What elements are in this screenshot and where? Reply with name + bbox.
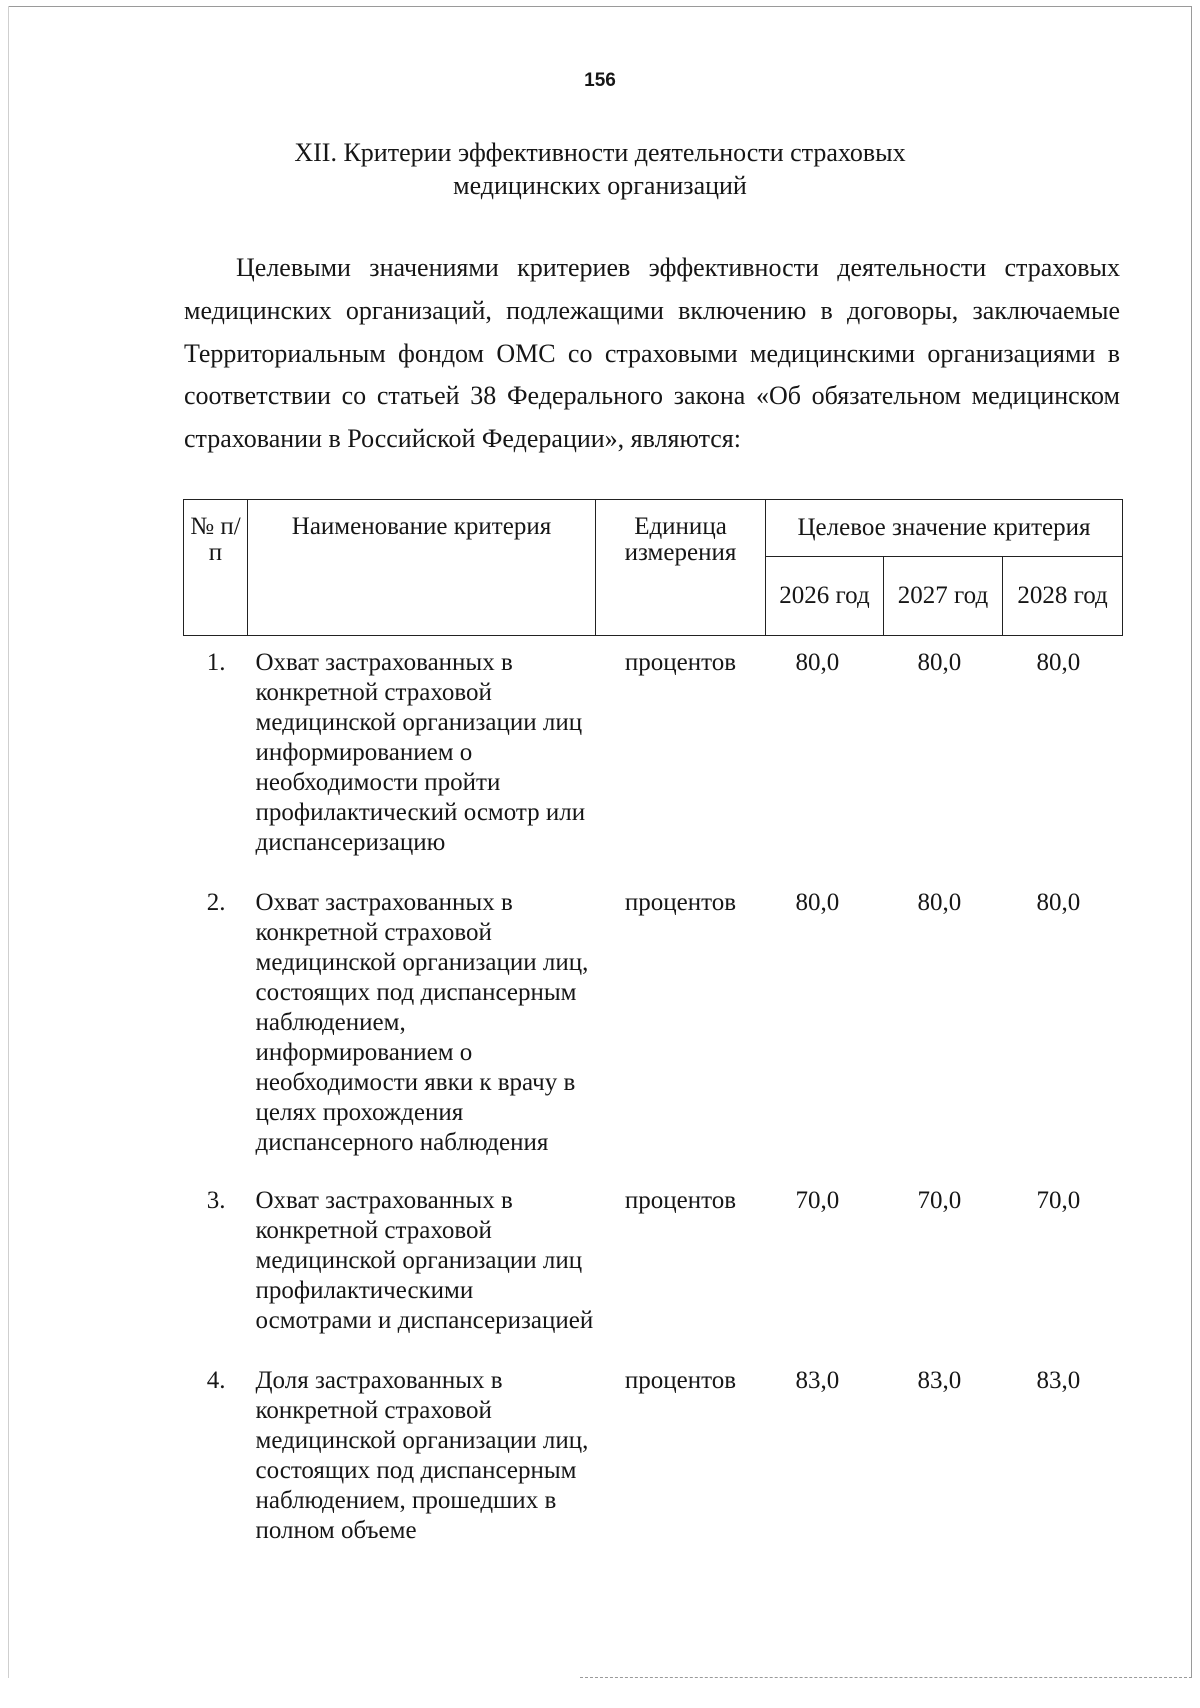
page-edge-top bbox=[8, 6, 1192, 7]
value-2027: 70,0 bbox=[917, 1187, 962, 1214]
value-2028: 83,0 bbox=[1036, 1367, 1081, 1394]
page-edge-bottom bbox=[580, 1677, 1192, 1678]
page-edge-left bbox=[8, 6, 9, 1678]
table-row bbox=[184, 648, 1123, 888]
header-target-value: Целевое значение критерия bbox=[766, 500, 1123, 557]
value-2028: 80,0 bbox=[1036, 649, 1081, 676]
value-2027: 80,0 bbox=[917, 889, 962, 916]
table-row bbox=[184, 1186, 1123, 1366]
intro-paragraph: Целевыми значениями критериев эффективности деятельности страховых медицинских организаций, подлежащими включению в договоры, заключаемые Территориальным фондом ОМС со страховыми медицинскими организациями в соответствии со статьей 38 Федерального закона «Об обязательном медицинском страховании в Российской Федерации», являются: bbox=[184, 253, 1120, 454]
value-2028: 70,0 bbox=[1036, 1187, 1081, 1214]
section-title bbox=[250, 136, 950, 202]
row-number: 4. bbox=[206, 1367, 226, 1394]
unit: процентов bbox=[624, 889, 737, 916]
page-number: 156 bbox=[584, 70, 616, 91]
value-2026: 70,0 bbox=[795, 1187, 840, 1214]
row-number: 2. bbox=[206, 889, 226, 916]
unit: процентов bbox=[624, 649, 737, 676]
header-year-2026: 2026 год bbox=[766, 557, 884, 636]
header-year-2028: 2028 год bbox=[1003, 557, 1123, 636]
header-unit: Единица измерения bbox=[596, 500, 766, 636]
value-2027: 83,0 bbox=[917, 1367, 962, 1394]
unit: процентов bbox=[624, 1367, 737, 1394]
table-row bbox=[184, 888, 1123, 1186]
header-year-2027: 2027 год bbox=[884, 557, 1003, 636]
unit: процентов bbox=[624, 1187, 737, 1214]
header-criterion-name: Наименование критерия bbox=[248, 500, 596, 636]
section-title-line-2: медицинских организаций bbox=[453, 171, 747, 200]
header-number: № п/п bbox=[184, 500, 248, 636]
page-edge-right bbox=[1191, 6, 1192, 1678]
row-number: 1. bbox=[206, 649, 226, 676]
criterion-name: Охват застрахованных в конкретной страховой медицинской организации лиц информированием о необходимости пройти профилактический осмотр или диспансеризацию bbox=[255, 649, 586, 856]
value-2028: 80,0 bbox=[1036, 889, 1081, 916]
criterion-name: Охват застрахованных в конкретной страховой медицинской организации лиц профилактическими осмотрами и диспансеризацией bbox=[255, 1187, 594, 1334]
criterion-name: Доля застрахованных в конкретной страховой медицинской организации лиц, состоящих под диспансерным наблюдением, прошедших в полном объеме bbox=[255, 1367, 589, 1544]
value-2027: 80,0 bbox=[917, 649, 962, 676]
criteria-table bbox=[183, 499, 1123, 1576]
value-2026: 80,0 bbox=[795, 889, 840, 916]
value-2026: 83,0 bbox=[795, 1367, 840, 1394]
table-row bbox=[184, 1366, 1123, 1576]
section-title-line-1: XII. Критерии эффективности деятельности страховых bbox=[294, 138, 906, 167]
row-number: 3. bbox=[206, 1187, 226, 1214]
value-2026: 80,0 bbox=[795, 649, 840, 676]
criterion-name: Охват застрахованных в конкретной страховой медицинской организации лиц, состоящих под диспансерным наблюдением, информированием о необходимости явки к врачу в целях прохождения диспансерного наблюдения bbox=[255, 889, 589, 1156]
